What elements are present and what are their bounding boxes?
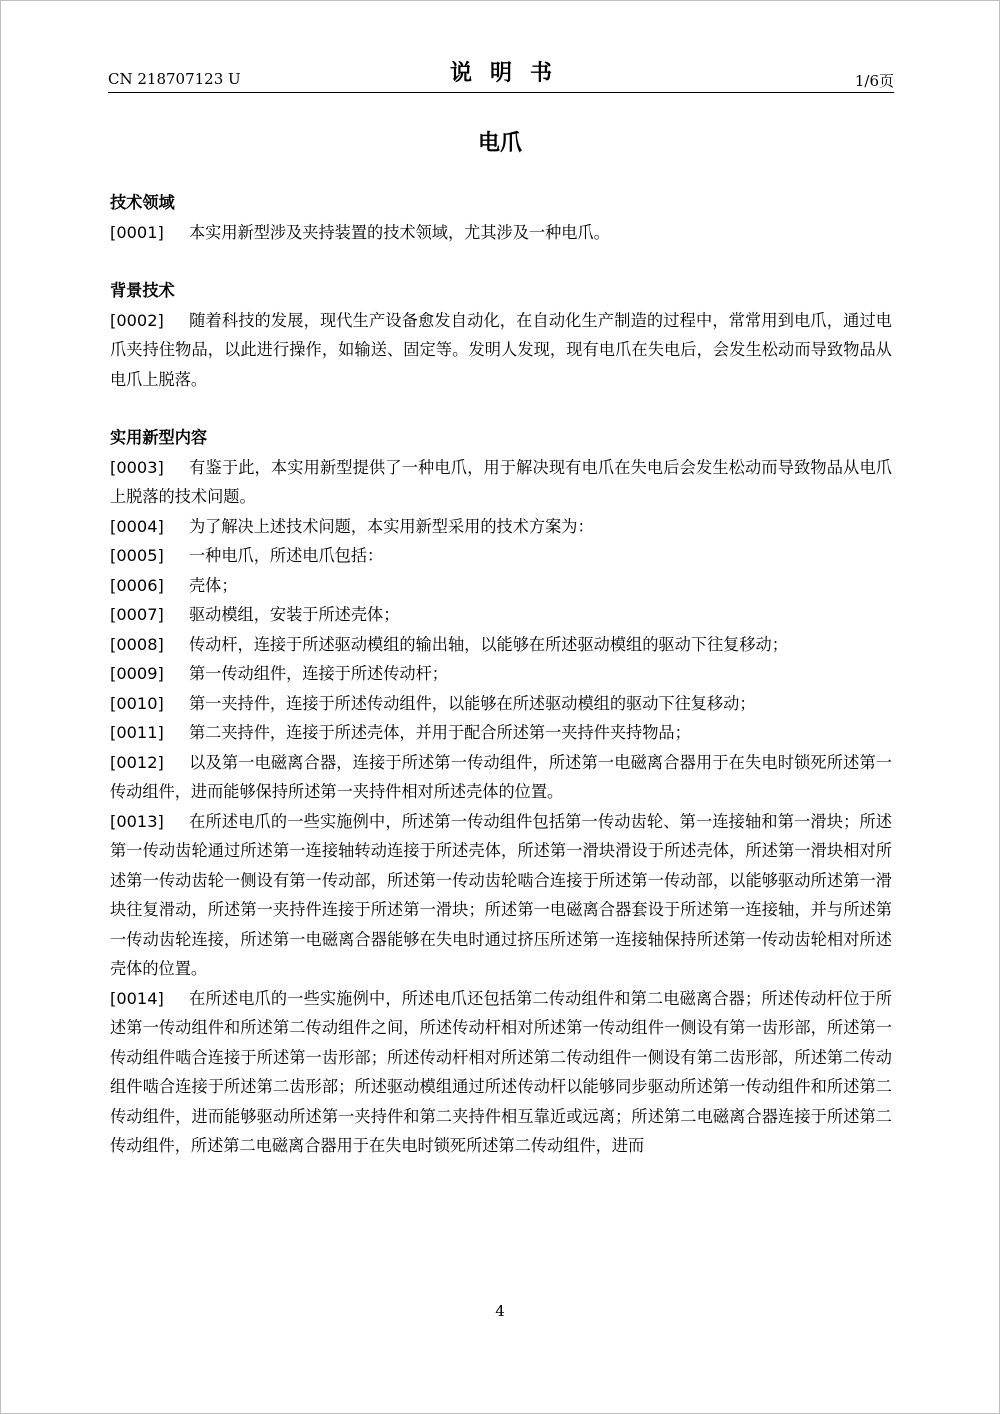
page-indicator: 1/6页: [854, 72, 894, 90]
paragraph: [110, 541, 892, 571]
paragraph-text: 第一传动组件，连接于所述传动杆；: [189, 664, 448, 683]
paragraph-number: [0007]: [110, 605, 164, 624]
paragraph-text: 壳体；: [189, 575, 238, 595]
paragraph-number: [0008]: [110, 634, 164, 654]
page-header: [108, 56, 894, 92]
paragraph-text: 第一夹持件，连接于所述传动组件，以能够在所述驱动模组的驱动下往复移动；: [189, 693, 756, 713]
publication-number: CN 218707123 U: [108, 70, 241, 88]
paragraph: [110, 218, 892, 248]
paragraph: [110, 807, 892, 984]
paragraph-number: [0002]: [110, 310, 164, 330]
paragraph: [110, 453, 892, 512]
paragraph-text: 以及第一电磁离合器，连接于所述第一传动组件，所述第一电磁离合器用于在失电时锁死所述第一传动组件，进而能够保持所述第一夹持件相对所述壳体的位置。: [110, 752, 892, 801]
paragraph-number: [0005]: [110, 546, 164, 565]
section-heading: 实用新型内容: [110, 428, 208, 447]
paragraph-number: [0010]: [110, 693, 164, 713]
paragraph-number: [0012]: [110, 752, 164, 772]
paragraph-text: 驱动模组，安装于所述壳体；: [189, 605, 400, 624]
document-title: 电爪: [477, 131, 522, 156]
paragraph-text: 随着科技的发展，现代生产设备愈发自动化，在自动化生产制造的过程中，常常用到电爪，通过电爪夹持住物品，以此进行操作，如输送、固定等。发明人发现，现有电爪在失电后，会发生松动而导致物品从电爪上脱落。: [110, 310, 892, 389]
page-number: 4: [495, 1302, 505, 1320]
paragraph-number: [0014]: [110, 988, 164, 1008]
document-body: [110, 188, 892, 1161]
paragraph-text: 有鉴于此，本实用新型提供了一种电爪，用于解决现有电爪在失电后会发生松动而导致物品从电爪上脱落的技术问题。: [110, 457, 892, 506]
section-heading: 技术领域: [110, 193, 175, 212]
paragraph-number: [0001]: [110, 222, 164, 242]
paragraph-number: [0011]: [110, 723, 164, 742]
paragraph-number: [0006]: [110, 575, 164, 595]
paragraph: [110, 718, 892, 748]
paragraph: [110, 600, 892, 630]
paragraph-number: [0009]: [110, 664, 164, 683]
paragraph: [110, 748, 892, 807]
paragraph-number: [0004]: [110, 516, 164, 536]
paragraph-text: 在所述电爪的一些实施例中，所述第一传动组件包括第一传动齿轮、第一连接轴和第一滑块；所述第一传动齿轮通过所述第一连接轴转动连接于所述壳体，所述第一滑块滑设于所述壳体，所述第一滑块相对所述第一传动齿轮一侧设有第一传动部，所述第一传动齿轮啮合连接于所述第一传动部，以能够驱动所述第一滑块往复滑动，所述第一夹持件连接于所述第一滑块；所述第一电磁离合器套设于所述第一连接轴，并与所述第一传动齿轮连接，所述第一电磁离合器能够在失电时通过挤压所述第一连接轴保持所述第一传动齿轮相对所述壳体的位置。: [110, 811, 892, 978]
paragraph: [110, 659, 892, 689]
header-rule: [108, 92, 894, 93]
paragraph-text: 本实用新型涉及夹持装置的技术领域，尤其涉及一种电爪。: [189, 222, 610, 242]
paragraph: [110, 630, 892, 660]
paragraph-text: 第二夹持件，连接于所述壳体，并用于配合所述第一夹持件夹持物品；: [189, 723, 691, 742]
paragraph: [110, 689, 892, 719]
section-heading: 背景技术: [110, 281, 175, 300]
paragraph: [110, 984, 892, 1161]
paragraph-number: [0013]: [110, 811, 164, 831]
paragraph: [110, 571, 892, 601]
paragraph: [110, 512, 892, 542]
document-type: 说明书: [449, 61, 570, 86]
paragraph-number: [0003]: [110, 457, 164, 477]
paragraph-text: 传动杆，连接于所述驱动模组的输出轴，以能够在所述驱动模组的驱动下往复移动；: [189, 634, 788, 654]
paragraph: [110, 306, 892, 395]
paragraph-text: 在所述电爪的一些实施例中，所述电爪还包括第二传动组件和第二电磁离合器；所述传动杆位于所述第一传动组件和所述第二传动组件之间，所述传动杆相对所述第一传动组件一侧设有第一齿形部，所述第一传动组件啮合连接于所述第一齿形部；所述传动杆相对所述第二传动组件一侧设有第二齿形部，所述第二传动组件啮合连接于所述第二齿形部；所述驱动模组通过所述传动杆以能够同步驱动所述第一传动组件和所述第二传动组件，进而能够驱动所述第一夹持件和第二夹持件相互靠近或远离；所述第二电磁离合器连接于所述第二传动组件，所述第二电磁离合器用于在失电时锁死所述第二传动组件，进而: [110, 988, 892, 1155]
paragraph-text: 为了解决上述技术问题，本实用新型采用的技术方案为：: [189, 516, 594, 536]
paragraph-text: 一种电爪，所述电爪包括：: [189, 546, 384, 565]
